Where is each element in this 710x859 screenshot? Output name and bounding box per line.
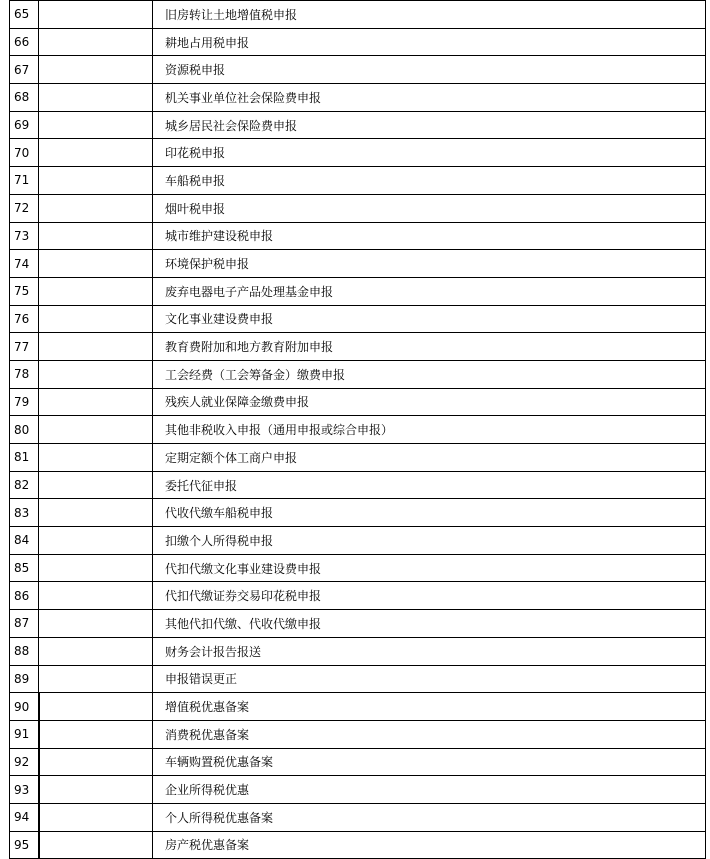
row-number: 73 — [10, 222, 39, 250]
row-item-name: 车船税申报 — [153, 167, 706, 195]
row-blank-cell — [39, 139, 153, 167]
row-blank-cell — [39, 56, 153, 84]
table-row — [10, 139, 706, 167]
row-item-name: 个人所得税优惠备案 — [153, 803, 706, 831]
row-number: 85 — [10, 554, 39, 582]
row-number: 70 — [10, 139, 39, 167]
row-number: 84 — [10, 527, 39, 555]
row-blank-cell — [39, 167, 153, 195]
row-item-name: 耕地占用税申报 — [153, 28, 706, 56]
table-row — [10, 665, 706, 693]
row-blank-cell — [39, 693, 153, 721]
row-number: 67 — [10, 56, 39, 84]
table-row — [10, 250, 706, 278]
row-number: 91 — [10, 720, 39, 748]
row-blank-cell — [39, 277, 153, 305]
row-blank-cell — [39, 388, 153, 416]
row-blank-cell — [39, 333, 153, 361]
row-number: 68 — [10, 84, 39, 112]
row-number: 77 — [10, 333, 39, 361]
row-item-name: 旧房转让土地增值税申报 — [153, 1, 706, 29]
row-blank-cell — [39, 84, 153, 112]
row-number: 75 — [10, 277, 39, 305]
row-item-name: 其他代扣代缴、代收代缴申报 — [153, 610, 706, 638]
row-item-name: 代扣代缴文化事业建设费申报 — [153, 554, 706, 582]
row-blank-cell — [39, 28, 153, 56]
service-items-table — [9, 0, 706, 859]
row-blank-cell — [39, 471, 153, 499]
table-row — [10, 831, 706, 859]
row-number: 65 — [10, 1, 39, 29]
row-number: 71 — [10, 167, 39, 195]
row-item-name: 委托代征申报 — [153, 471, 706, 499]
row-item-name: 增值税优惠备案 — [153, 693, 706, 721]
row-item-name: 残疾人就业保障金缴费申报 — [153, 388, 706, 416]
row-item-name: 烟叶税申报 — [153, 194, 706, 222]
row-number: 76 — [10, 305, 39, 333]
table-row — [10, 360, 706, 388]
table-row — [10, 84, 706, 112]
row-blank-cell — [39, 803, 153, 831]
row-number: 81 — [10, 444, 39, 472]
row-blank-cell — [39, 305, 153, 333]
row-blank-cell — [39, 665, 153, 693]
row-number: 93 — [10, 776, 39, 804]
row-item-name: 工会经费（工会筹备金）缴费申报 — [153, 360, 706, 388]
row-item-name: 代收代缴车船税申报 — [153, 499, 706, 527]
row-item-name: 企业所得税优惠 — [153, 776, 706, 804]
table-row — [10, 527, 706, 555]
row-number: 74 — [10, 250, 39, 278]
row-number: 86 — [10, 582, 39, 610]
table-row — [10, 720, 706, 748]
row-blank-cell — [39, 554, 153, 582]
table-row — [10, 693, 706, 721]
row-blank-cell — [39, 831, 153, 859]
row-item-name: 环境保护税申报 — [153, 250, 706, 278]
table-row — [10, 28, 706, 56]
row-number: 69 — [10, 111, 39, 139]
row-number: 94 — [10, 803, 39, 831]
row-item-name: 财务会计报告报送 — [153, 637, 706, 665]
table-row — [10, 637, 706, 665]
row-number: 72 — [10, 194, 39, 222]
row-number: 80 — [10, 416, 39, 444]
table-body — [10, 1, 706, 859]
table-row — [10, 803, 706, 831]
row-item-name: 消费税优惠备案 — [153, 720, 706, 748]
row-number: 92 — [10, 748, 39, 776]
table-row — [10, 748, 706, 776]
table-row — [10, 582, 706, 610]
row-item-name: 申报错误更正 — [153, 665, 706, 693]
row-number: 79 — [10, 388, 39, 416]
row-item-name: 文化事业建设费申报 — [153, 305, 706, 333]
table-row — [10, 111, 706, 139]
row-number: 83 — [10, 499, 39, 527]
row-item-name: 定期定额个体工商户申报 — [153, 444, 706, 472]
row-blank-cell — [39, 610, 153, 638]
table-row — [10, 305, 706, 333]
row-item-name: 房产税优惠备案 — [153, 831, 706, 859]
row-item-name: 资源税申报 — [153, 56, 706, 84]
row-blank-cell — [39, 444, 153, 472]
row-item-name: 废弃电器电子产品处理基金申报 — [153, 277, 706, 305]
table-row — [10, 610, 706, 638]
row-number: 95 — [10, 831, 39, 859]
row-blank-cell — [39, 527, 153, 555]
row-blank-cell — [39, 250, 153, 278]
row-blank-cell — [39, 194, 153, 222]
row-item-name: 代扣代缴证券交易印花税申报 — [153, 582, 706, 610]
row-number: 87 — [10, 610, 39, 638]
row-item-name: 城乡居民社会保险费申报 — [153, 111, 706, 139]
table-row — [10, 388, 706, 416]
row-blank-cell — [39, 222, 153, 250]
table-row — [10, 222, 706, 250]
table-row — [10, 776, 706, 804]
row-blank-cell — [39, 111, 153, 139]
row-number: 66 — [10, 28, 39, 56]
row-blank-cell — [39, 582, 153, 610]
row-item-name: 城市维护建设税申报 — [153, 222, 706, 250]
table-row — [10, 471, 706, 499]
table-row — [10, 499, 706, 527]
row-item-name: 教育费附加和地方教育附加申报 — [153, 333, 706, 361]
row-item-name: 扣缴个人所得税申报 — [153, 527, 706, 555]
row-blank-cell — [39, 776, 153, 804]
table-row — [10, 554, 706, 582]
row-item-name: 其他非税收入申报（通用申报或综合申报） — [153, 416, 706, 444]
table-row — [10, 277, 706, 305]
row-item-name: 机关事业单位社会保险费申报 — [153, 84, 706, 112]
table-row — [10, 333, 706, 361]
row-number: 78 — [10, 360, 39, 388]
row-blank-cell — [39, 1, 153, 29]
table-row — [10, 1, 706, 29]
row-blank-cell — [39, 720, 153, 748]
row-blank-cell — [39, 499, 153, 527]
row-item-name: 印花税申报 — [153, 139, 706, 167]
row-item-name: 车辆购置税优惠备案 — [153, 748, 706, 776]
row-blank-cell — [39, 360, 153, 388]
row-number: 90 — [10, 693, 39, 721]
row-number: 82 — [10, 471, 39, 499]
row-number: 89 — [10, 665, 39, 693]
row-blank-cell — [39, 637, 153, 665]
table-row — [10, 194, 706, 222]
row-blank-cell — [39, 416, 153, 444]
table-row — [10, 167, 706, 195]
table-row — [10, 416, 706, 444]
table-row — [10, 56, 706, 84]
row-blank-cell — [39, 748, 153, 776]
table-row — [10, 444, 706, 472]
row-number: 88 — [10, 637, 39, 665]
